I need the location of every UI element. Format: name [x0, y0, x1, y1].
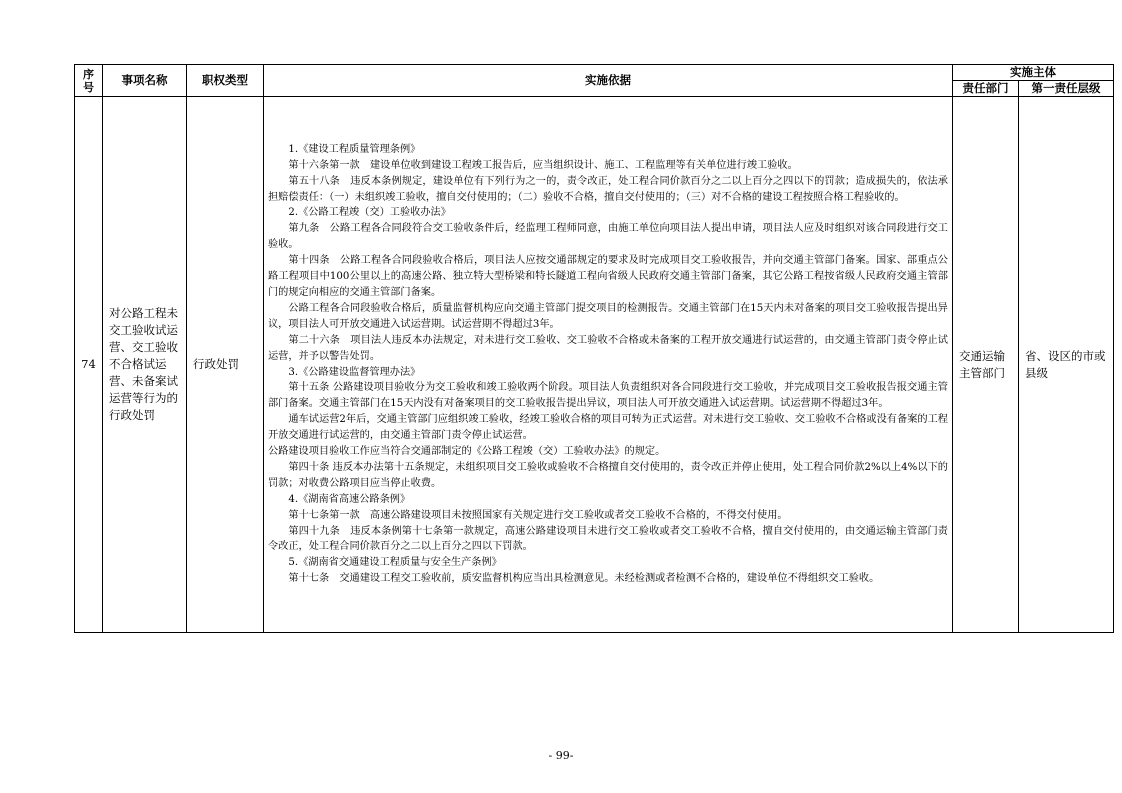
row-level: 省、设区的市或县级 — [1019, 97, 1114, 633]
header-level: 第一责任层级 — [1019, 81, 1114, 97]
basis-paragraph: 1.《建设工程质量管理条例》 — [288, 143, 421, 155]
basis-paragraph: 第十六条第一款 建设单位收到建设工程竣工报告后，应当组织设计、施工、工程监理等有关单位进行竣工验收。 — [288, 159, 798, 171]
header-seq: 序号 — [75, 65, 103, 97]
basis-paragraph: 公路建设项目验收工作应当符合交通部制定的《公路工程竣（交）工验收办法》的规定。 — [268, 446, 666, 458]
basis-paragraph: 4.《湖南省高速公路条例》 — [288, 493, 411, 505]
row-dept: 交通运输主管部门 — [953, 97, 1019, 633]
row-basis — [264, 97, 953, 633]
header-subject: 实施主体 — [953, 65, 1114, 81]
enforcement-table — [74, 64, 1114, 633]
header-dept: 责任部门 — [953, 81, 1019, 97]
basis-paragraph: 第十四条 公路工程各合同段验收合格后，项目法人应按交通部规定的要求及时完成项目交工验收报告，并向交通主管部门备案。国家、部重点公路工程项目中100公里以上的高速公路、独立特大型桥梁和特长隧道工程向省级人民政府交通主管部门备案，其它公路工程按省级人民政府交通主管部门的规定向相应的交通主管部门备案。 — [268, 255, 948, 298]
header-item-name: 事项名称 — [103, 65, 187, 97]
basis-paragraph: 第十七条第一款 高速公路建设项目未按照国家有关规定进行交工验收或者交工验收不合格的，不得交付使用。 — [288, 509, 788, 521]
row-item-name: 对公路工程未交工验收试运营、交工验收不合格试运营、未备案试运营等行为的行政处罚 — [103, 97, 187, 633]
table-row — [75, 97, 1114, 633]
basis-text — [268, 142, 948, 587]
basis-paragraph: 第十五条 公路建设项目验收分为交工验收和竣工验收两个阶段。项目法人负责组织对各合同段进行交工验收，并完成项目交工验收报告报交通主管部门备案。交通主管部门在15天内没有对备案项目的交工验收报告提出异议，项目法人可开放交通进入试运营期。试运营期不得超过3年。 — [268, 382, 948, 410]
basis-paragraph: 第五十八条 违反本条例规定，建设单位有下列行为之一的，责令改正，处工程合同价款百分之二以上百分之四以下的罚款；造成损失的，依法承担赔偿责任：（一）未组织竣工验收，擅自交付使用的；（二）验收不合格，擅自交付使用的；（三）对不合格的建设工程按照合格工程验收的。 — [268, 175, 948, 203]
basis-paragraph: 通车试运营2年后，交通主管部门应组织竣工验收，经竣工验收合格的项目可转为正式运营。对未进行交工验收、交工验收不合格或没有备案的工程开放交通进行试运营的，由交通主管部门责令停止试运营。 — [268, 414, 948, 442]
basis-paragraph: 第四十条 违反本办法第十五条规定，未组织项目交工验收或验收不合格擅自交付使用的，责令改正并停止使用，处工程合同价款2%以上4%以下的罚款；对收费公路项目应当停止收费。 — [268, 461, 948, 489]
page-number: - 99- — [548, 749, 574, 762]
basis-paragraph: 3.《公路建设监督管理办法》 — [288, 366, 421, 378]
basis-paragraph: 第十七条 交通建设工程交工验收前，质安监督机构应当出具检测意见。未经检测或者检测不合格的，建设单位不得组织交工验收。 — [288, 573, 880, 585]
row-power-type: 行政处罚 — [187, 97, 264, 633]
basis-paragraph: 第四十九条 违反本条例第十七条第一款规定，高速公路建设项目未进行交工验收或者交工验收不合格，擅自交付使用的，由交通运输主管部门责令改正，处工程合同价款百分之二以上百分之四以下罚款。 — [268, 525, 948, 553]
header-row-top — [75, 65, 1114, 81]
row-seq: 74 — [75, 97, 103, 633]
basis-paragraph: 公路工程各合同段验收合格后，质量监督机构应向交通主管部门提交项目的检测报告。交通主管部门在15天内未对备案的项目交工验收报告提出异议，项目法人可开放交通进入试运营期。试运营期不得超过3年。 — [268, 302, 948, 330]
basis-paragraph: 第九条 公路工程各合同段符合交工验收条件后，经监理工程师同意，由施工单位向项目法人提出申请，项目法人应及时组织对该合同段进行交工验收。 — [268, 223, 948, 251]
header-power-type: 职权类型 — [187, 65, 264, 97]
header-basis: 实施依据 — [264, 65, 953, 97]
basis-paragraph: 第二十六条 项目法人违反本办法规定，对未进行交工验收、交工验收不合格或未备案的工程开放交通进行试运营的，由交通主管部门责令停止试运营，并予以警告处罚。 — [268, 334, 948, 362]
basis-paragraph: 2.《公路工程竣（交）工验收办法》 — [288, 207, 451, 219]
basis-paragraph: 5.《湖南省交通建设工程质量与安全生产条例》 — [288, 557, 502, 569]
